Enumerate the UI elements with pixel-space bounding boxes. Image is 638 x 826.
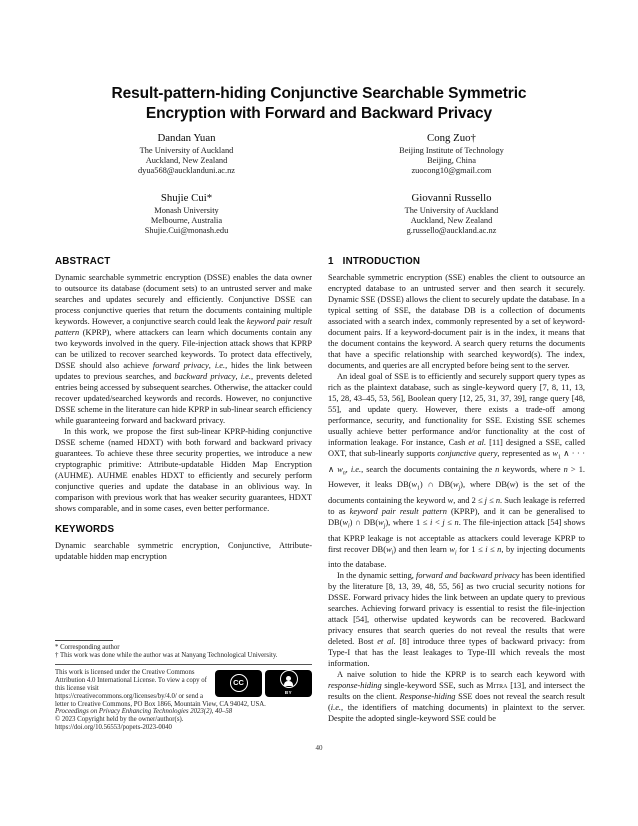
footnote-affiliation-note: † This work was done while the author was at Nanyang Technological University. — [55, 652, 278, 660]
author-marker: * — [206, 192, 213, 205]
author-cong-zuo — [319, 132, 584, 175]
author-name: Shujie Cui* — [160, 192, 213, 205]
author-email[interactable]: Shujie.Cui@monash.edu — [144, 225, 229, 235]
author-affiliation: Beijing Institute of Technology — [399, 146, 504, 155]
keywords-heading: KEYWORDS — [55, 524, 115, 535]
cc-license-badge — [215, 670, 312, 697]
page-number: 40 — [315, 744, 323, 752]
author-affiliation: The University of Auckland — [404, 206, 499, 216]
author-location: Auckland, New Zealand — [410, 216, 493, 226]
author-name: Dandan Yuan — [157, 132, 216, 144]
author-giovanni-russello — [319, 192, 584, 235]
author-shujie-cui — [54, 192, 319, 235]
introduction-paragraph: An ideal goal of SSE is to efficiently and securely support query types as rich as the plaintext database, such as single-keyword query [7, 8, 11, 13, 15, 28, 43–45, 53, 56], Boolean query [12, 25, 31, 37, 39], range query [48, 55], and update query. However, there exists a trade-off among performance, security, and functionality for SSE. Existing SSE schemes usually achieve better performance and/or functionality at the cost of information leakage. For instance, Cash et al. [11] designed a SSE, called OXT, that sub-linearly supports conjunctive query, represented as $w_1$ ∧ · · · ∧ $w_n$, i.e., search the documents containing the n keywords, where n > 1. However, it leaks $DB(w_1)$ ∩ $DB(w_j)$, where DB(w) is the set of the documents containing the keyword w, and 2 ≤ j ≤ n. Such leakage is referred to as keyword pair result pattern (KPRP), and it can be generalised to $DB(w_i)$ ∩ $DB(w_j)$, where 1 ≤ i < j ≤ n. The file-injection attack [54] shows that KPRP leakage is not acceptable as attackers could leverage KPRP to first recover $DB(w_i)$ and then learn $w_i$ for 1 ≤ i ≤ n, by injecting documents into the database. — [328, 372, 586, 570]
license-copyright: © 2023 Copyright held by the owner/author(s). — [55, 716, 184, 724]
paper-title-line1: Result-pattern-hiding Conjunctive Searchable Symmetric — [111, 85, 527, 102]
paper-title-line2: Encryption with Forward and Backward Privacy — [145, 104, 493, 122]
author-email[interactable]: dyua568@aucklanduni.ac.nz — [137, 165, 235, 175]
person-icon — [286, 676, 291, 681]
author-email[interactable]: g.russello@auckland.ac.nz — [406, 225, 497, 235]
license-text: This work is licensed under the Creative Commons Attribution 4.0 International License. To view a copy of this license visit https://creativecommons.org/licenses/by/4.0/ or send a letter to Creative Commons, PO Box 1866, Mountain View, CA 94042, USA. — [55, 668, 266, 708]
left-column — [55, 256, 312, 562]
introduction-paragraph: In the dynamic setting, forward and backward privacy has been identified by the literature [8, 13, 39, 48, 55, 56] as two crucial security notions for DSSE. Forward privacy hides the link between an update query to previous searches. Achieving forward privacy is essential to resist the file-injection attack [54], otherwise updated keywords can be recovered. Backward privacy ensures that search queries do not reveal the results that were deleted. Bost et al. [8] introduce three types of backward privacy: from Type-I that has the least leakages to Type-III which reveals the most information. — [328, 571, 586, 669]
introduction-paragraph: Searchable symmetric encryption (SSE) enables the client to outsource an encrypted database to an untrusted server and then search it securely. Dynamic SSE (DSSE) allows the client to securely update the database. In a typical setting of SSE, the database DB is a collection of documents associated with a search index, commonly represented by a set of keyword-document pairs. If a keyword-document pair is in the index, it means that the document contains the keyword. A search query returns the documents that have a specific relationship with searched keyword(s). The index, documents, and queries are all encrypted before being sent to the server. — [328, 273, 585, 370]
abstract-heading: ABSTRACT — [55, 256, 111, 267]
author-block — [54, 132, 584, 236]
author-name: Giovanni Russello — [411, 192, 492, 205]
author-affiliation: Monash University — [154, 206, 219, 216]
keywords-text: Dynamic searchable symmetric encryption, Conjunctive, Attribute-updatable hidden map encryption — [55, 541, 312, 561]
right-column — [328, 256, 585, 724]
author-marker: † — [470, 132, 476, 144]
author-affiliation: The University of Auckland — [139, 146, 234, 155]
cc-by-icon: BY — [265, 670, 312, 697]
abstract-paragraph: In this work, we propose the first sub-linear KPRP-hiding conjunctive DSSE scheme (named HDXT) with both forward and backward privacy guarantees. To achieve these three security properties, we introduce a new cryptographic primitive: Attribute-updatable Hidden Map Encryption (AUHME). AUHME enables HDXT to efficiently and securely perform conjunctive queries and update the database in an oblivious way. In comparison with previous work that has weaker security guarantees, HDXT shows comparable, and in some cases, even better performance. — [55, 427, 312, 513]
footnote-corresponding: * Corresponding author — [55, 644, 120, 651]
author-name: Cong Zuo† — [427, 132, 476, 144]
license-block — [55, 664, 312, 732]
section-number: 1 — [328, 256, 334, 267]
section-title: INTRODUCTION — [342, 256, 421, 267]
abstract-paragraph: Dynamic searchable symmetric encryption (DSSE) enables the data owner to outsource its database (document sets) to an untrusted server and make searches and updates securely and efficiently. Conjunctive DSSE can process conjunctive queries that return the documents containing multiple keywords. However, a conjunctive search could leak the keyword pair result pattern (KPRP), where attackers can learn which documents contain any two keywords involved in the query. File-injection attack shows that KPRP can be utilized to recover searched keywords. To protect data effectively, DSSE should also achieve forward privacy, i.e., hides the link between updates to previous searches, and backward privacy, i.e., prevents deleted entries being accessed by subsequent searches. Otherwise, the attacker could recover updated/searched keywords and records. However, no conjunctive DSSE scheme in the literature can hide KPRP in sub-linear search efficiency while guaranteeing forward and backward privacy. — [55, 273, 313, 425]
author-dandan-yuan — [54, 132, 319, 175]
cc-logo-icon: CC — [215, 670, 262, 697]
introduction-heading — [328, 256, 585, 267]
author-location: Melbourne, Australia — [150, 216, 223, 226]
author-email[interactable]: zuocong10@gmail.com — [411, 165, 492, 175]
license-doi[interactable]: https://doi.org/10.56553/popets-2023-0040 — [55, 724, 172, 732]
author-location: Beijing, China — [427, 155, 476, 165]
paper-title — [0, 84, 638, 123]
introduction-paragraph: A naive solution to hide the KPRP is to search each keyword with response-hiding single-keyword SSE, such as Mitra [13], and intersect the results on the client. Response-hiding SSE does not reveal the search result (i.e., the identifiers of matching documents) in plaintext to the server. Despite the adopted single-keyword SSE could be — [328, 670, 585, 724]
author-location: Auckland, New Zealand — [145, 155, 228, 165]
footnote-block — [55, 640, 312, 732]
footnote-rule — [55, 640, 113, 641]
license-venue: Proceedings on Privacy Enhancing Technologies 2023(2), 40–58 — [55, 708, 233, 716]
